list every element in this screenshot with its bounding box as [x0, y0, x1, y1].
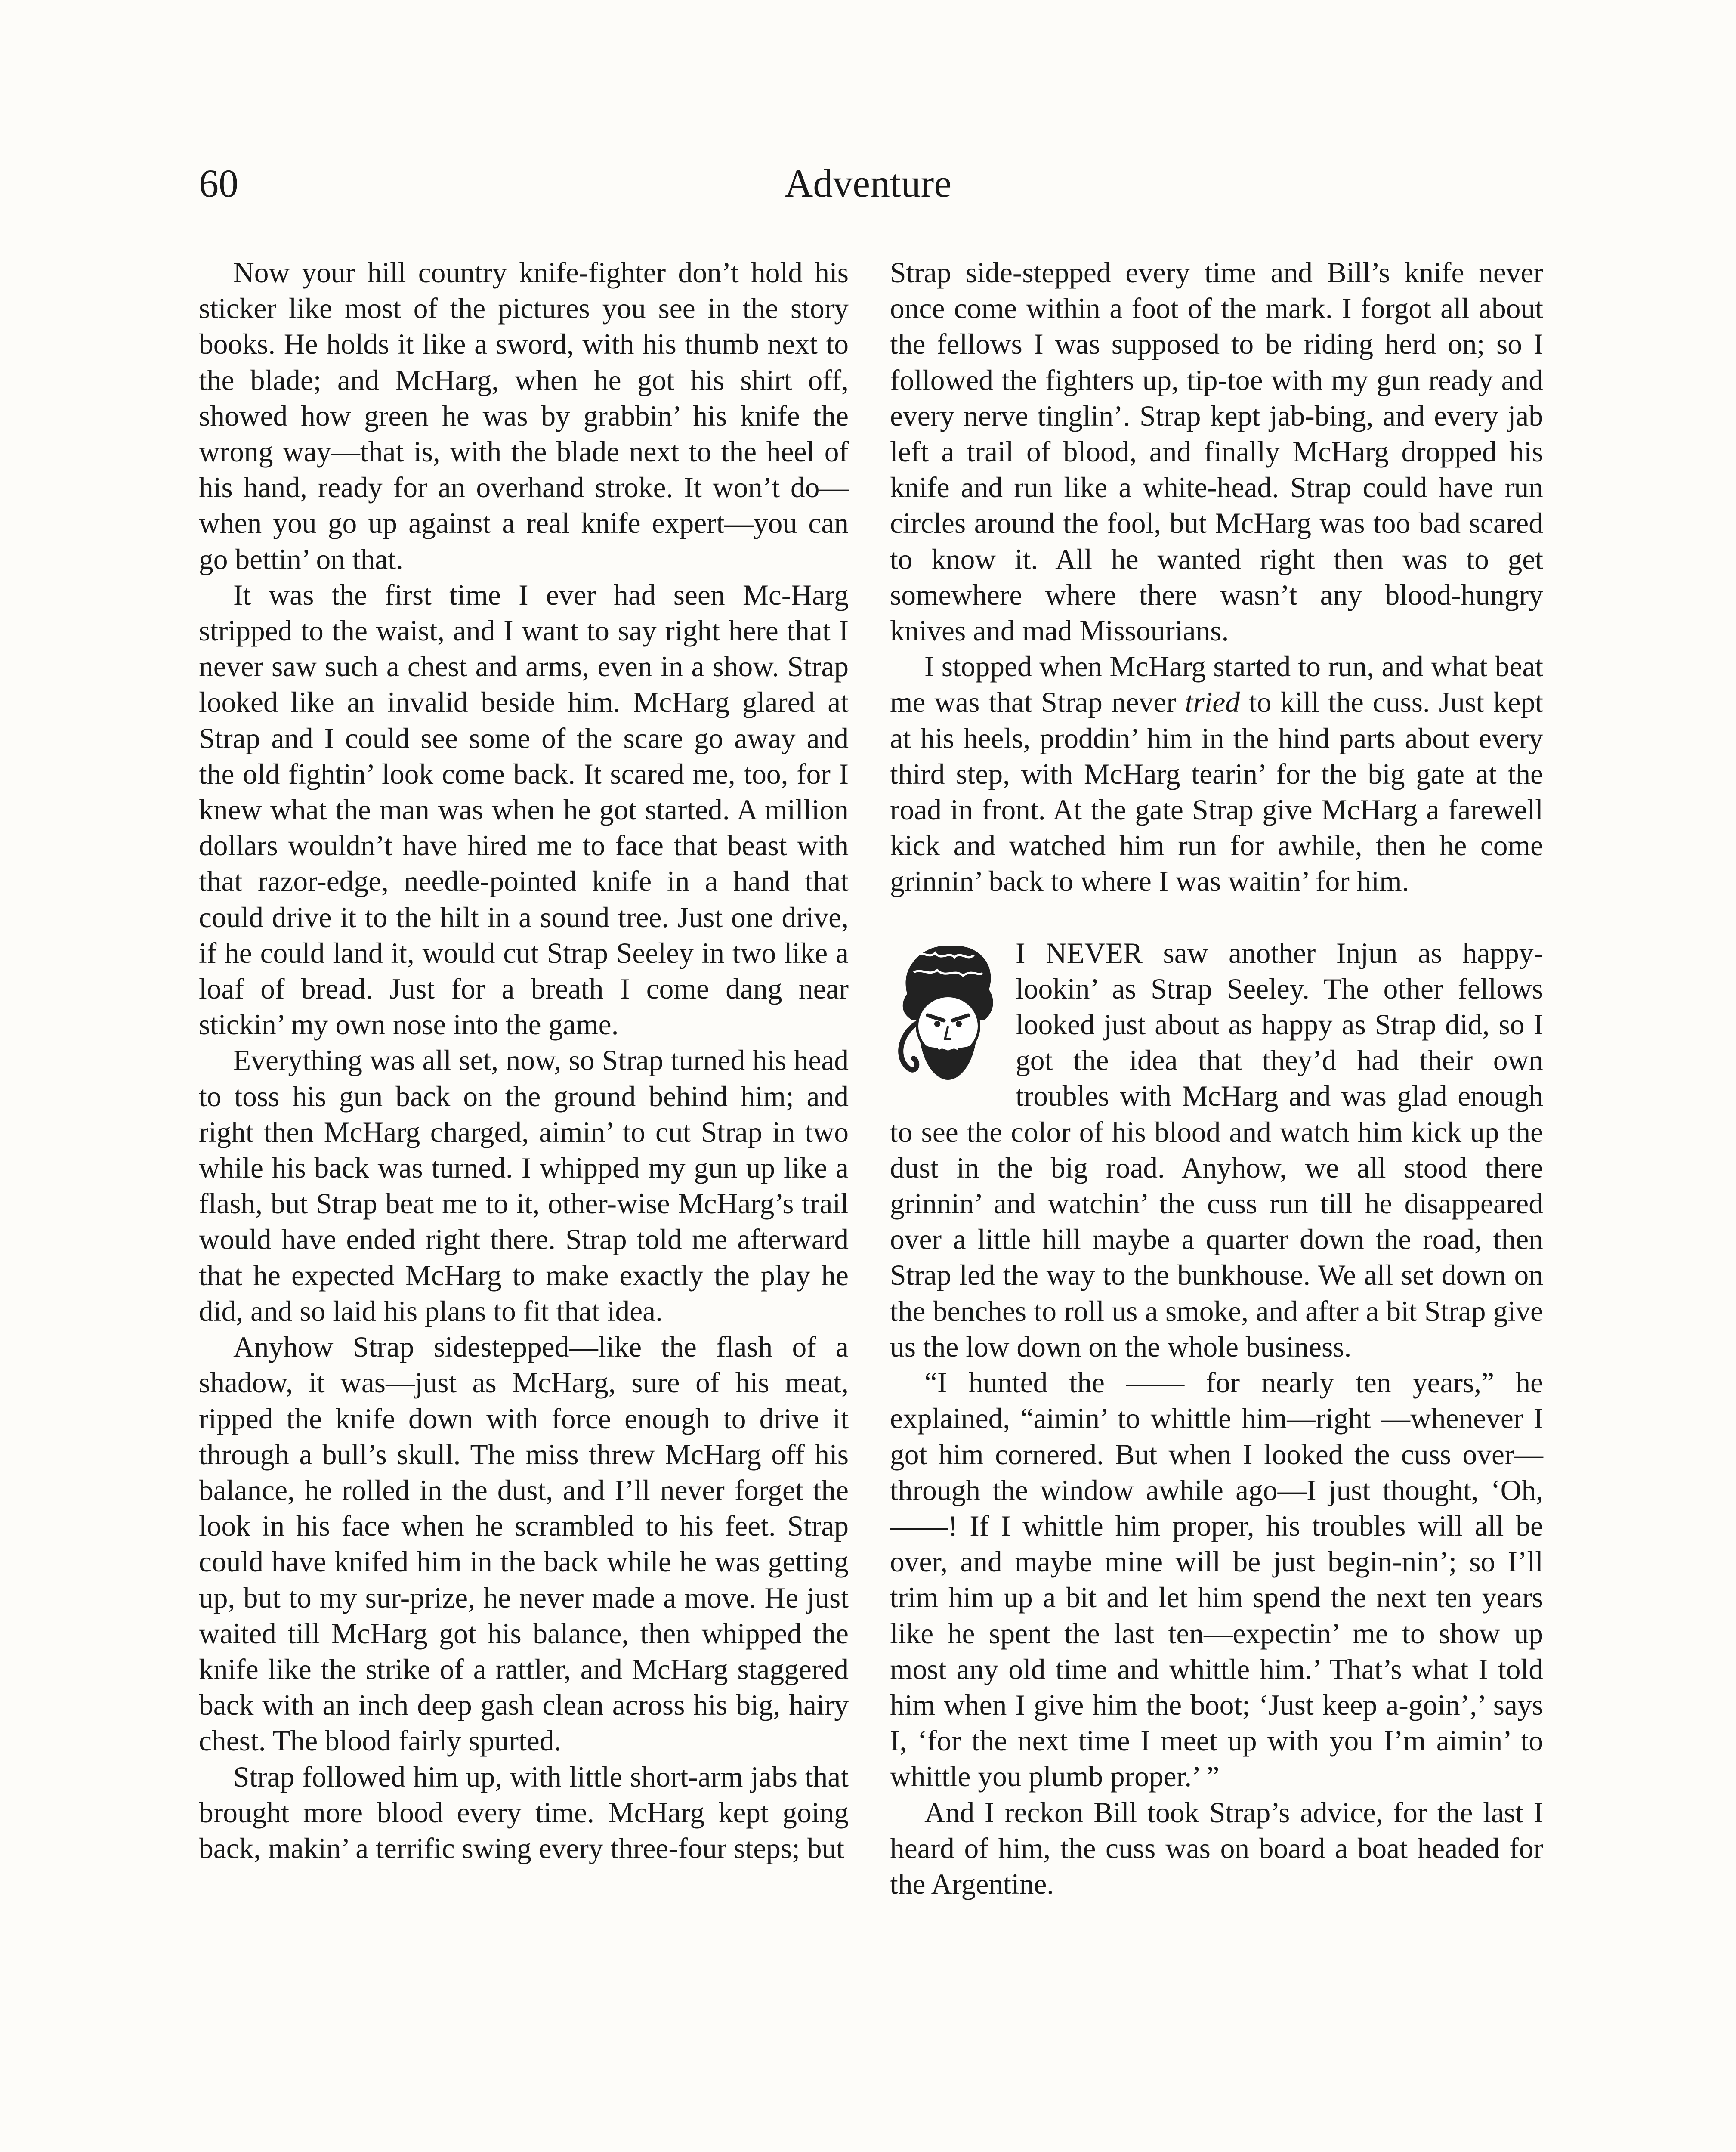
paragraph: I NEVER saw another Injun as happy-lookin’ as Strap Seeley. The other fellows looked just about as happy as Strap did, so I got the idea that they’d had their own troubles with McHarg and was glad enough to see the color of his blood and watch him kick up the dust in the big road. Anyhow, we all stood there grinnin’ and watchin’ the cuss run till he disappeared over a little hill maybe a quarter down the road, then Strap led the way to the bunkhouse. We all set down on the benches to roll us a smoke, and after a bit Strap give us the low down on the whole business. [890, 937, 1543, 1363]
paragraph-text: I stopped when McHarg started to run, and what beat me was that Strap never [890, 650, 1543, 719]
paragraph: “I hunted the —— for nearly ten years,” he explained, “aimin’ to whittle him—right —whenever I got him cornered. But when I looked the cuss over—through the window awhile ago—I just thought, ‘Oh, ——! If I whittle him proper, his troubles will all be over, and maybe mine will be just begin-nin’; so I’ll trim him up a bit and let him spend the next ten years like he spent the last ten—expectin’ me to show up most any old time and whittle him.’ That’s what I told him when I give him the boot; ‘Just keep a-goin’,’ says I, ‘for the next time I meet up with you I’m aimin’ to whittle you plumb proper.’ ” [890, 1367, 1543, 1793]
page-number: 60 [199, 161, 238, 205]
left-column [199, 255, 849, 1866]
paragraph: And I reckon Bill took Strap’s advice, for the last I heard of him, the cuss was on board a boat headed for the Argentine. [890, 1796, 1543, 1900]
right-column [890, 255, 1543, 1902]
bearded-man-head-icon [890, 938, 1003, 1082]
paragraph: Anyhow Strap sidestepped—like the flash of a shadow, it was—just as McHarg, sure of his meat, ripped the knife down with force enough to drive it through a bull’s skull. The miss threw McHarg off his balance, he rolled in the dust, and I’ll never forget the look in his face when he scrambled to his feet. Strap could have knifed him in the back while he was getting up, but to my sur-prize, he never made a move. He just waited till McHarg got his balance, then whipped the knife like the strike of a rattler, and McHarg staggered back with an inch deep gash clean across his big, hairy chest. The blood fairly spurted. [199, 1331, 849, 1757]
paragraph: Strap side-stepped every time and Bill’s knife never once come within a foot of the mark. I forgot all about the fellows I was supposed to be riding herd on; so I followed the fighters up, tip-toe with my gun ready and every nerve tinglin’. Strap kept jab-bing, and every jab left a trail of blood, and finally McHarg dropped his knife and run like a white-head. Strap could have run circles around the fool, but McHarg was too bad scared to know it. All he wanted right then was to get somewhere where there wasn’t any blood-hungry knives and mad Missourians. [890, 257, 1543, 647]
paragraph [890, 649, 1543, 899]
paragraph-text: to kill the cuss. Just kept at his heels, proddin’ him in the hind parts about every third step, with McHarg tearin’ for the big gate at the road in front. At the gate Strap give McHarg a farewell kick and watched him run for awhile, then he come grinnin’ back to where I was waitin’ for him. [890, 686, 1543, 898]
paragraph: Everything was all set, now, so Strap turned his head to toss his gun back on the ground behind him; and right then McHarg charged, aimin’ to cut Strap in two while his back was turned. I whipped my gun up like a flash, but Strap beat me to it, other-wise McHarg’s trail would have ended right there. Strap told me afterward that he expected McHarg to make exactly the play he did, and so laid his plans to fit that idea. [199, 1044, 849, 1327]
paragraph: It was the first time I ever had seen Mc-Harg stripped to the waist, and I want to say right here that I never saw such a chest and arms, even in a show. Strap looked like an invalid beside him. McHarg glared at Strap and I could see some of the scare go away and the old fightin’ look come back. It scared me, too, for I knew what the man was when he got started. A million dollars wouldn’t have hired me to face that beast with that razor-edge, needle-pointed knife in a hand that could drive it to the hilt in a sound tree. Just one drive, if he could land it, would cut Strap Seeley in two like a loaf of bread. Just for a breath I come dang near stickin’ my own nose into the game. [199, 578, 849, 1041]
emphasis-text: tried [1185, 686, 1240, 719]
paragraph: Strap followed him up, with little short-arm jabs that brought more blood every time. McHarg kept going back, makin’ a terrific swing every three-four steps; but [199, 1760, 849, 1864]
paragraph: Now your hill country knife-fighter don’t hold his sticker like most of the pictures you see in the story books. He holds it like a sword, with his thumb next to the blade; and McHarg, when he got his shirt off, showed how green he was by grabbin’ his knife the wrong way—that is, with the blade next to the heel of his hand, ready for an overhand stroke. It won’t do—when you go up against a real knife expert—you can go bettin’ on that. [199, 257, 849, 575]
running-head: Adventure [784, 161, 952, 205]
